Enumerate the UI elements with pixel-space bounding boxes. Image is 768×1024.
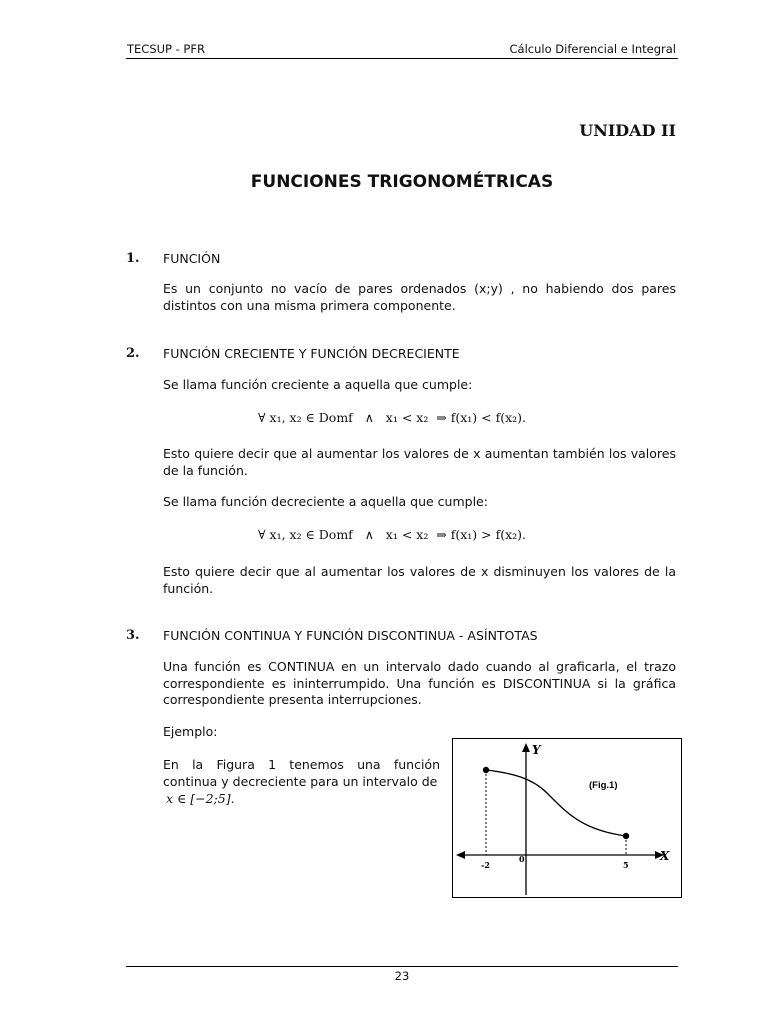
increasing-explanation: Esto quiere decir que al aumentar los valores de x aumentan también los valores de la función. (163, 446, 676, 478)
interval-formula: x ∈ [−2;5]. (166, 791, 235, 806)
section-1-paragraph: Es un conjunto no vacío de pares ordenados (x;y) , no habiendo dos pares distintos con una misma primera componente. (163, 281, 676, 313)
decreasing-formula: ∀ x₁, x₂ ∈ Domf ∧ x₁ < x₂ ⇒ f(x₁) > f(x₂). (258, 527, 527, 542)
section-2-heading: FUNCIÓN CRECIENTE Y FUNCIÓN DECRECIENTE (163, 346, 460, 361)
figure-caption: (Fig.1) (589, 780, 618, 791)
section-1-number: 1. (126, 251, 140, 266)
tick-label-minus-2: -2 (481, 860, 490, 870)
example-paragraph: En la Figura 1 tenemos una función continua y decreciente para un intervalo de (163, 757, 440, 789)
section-3-heading: FUNCIÓN CONTINUA Y FUNCIÓN DISCONTINUA - ASÍNTOTAS (163, 628, 538, 643)
tick-label-origin: 0 (519, 854, 525, 864)
continuity-paragraph: Una función es CONTINUA en un intervalo dado cuando al graficarla, el trazo correspondiente es ininterrumpido. Una función es DISCONTINUA si la gráfica correspondiente presenta interrupciones. (163, 659, 676, 707)
x-axis-label: X (660, 849, 670, 863)
y-axis-arrow (522, 743, 530, 752)
section-3-number: 3. (126, 628, 140, 643)
y-axis-label: Y (532, 743, 541, 757)
example-label: Ejemplo: (163, 724, 218, 739)
decreasing-explanation: Esto quiere decir que al aumentar los valores de x disminuyen los valores de la función. (163, 564, 676, 596)
figure-frame (453, 739, 682, 898)
unit-label: UNIDAD II (579, 121, 676, 140)
curve-end-point (623, 833, 629, 839)
figure-1 (452, 738, 682, 898)
curve-start-point (483, 767, 489, 773)
header-left: TECSUP - PFR (127, 42, 205, 56)
increasing-intro: Se llama función creciente a aquella que cumple: (163, 377, 473, 392)
tick-label-5: 5 (623, 860, 629, 870)
page-title: FUNCIONES TRIGONOMÉTRICAS (250, 172, 554, 192)
header-rule (126, 58, 678, 59)
header-right: Cálculo Diferencial e Integral (509, 42, 676, 56)
footer-rule (126, 966, 678, 967)
increasing-formula: ∀ x₁, x₂ ∈ Domf ∧ x₁ < x₂ ⇒ f(x₁) < f(x₂). (258, 410, 527, 425)
section-1-heading: FUNCIÓN (163, 251, 221, 266)
page-number: 23 (394, 969, 410, 983)
section-2-number: 2. (126, 346, 140, 361)
x-axis-arrow-left (456, 851, 465, 859)
decreasing-intro: Se llama función decreciente a aquella que cumple: (163, 494, 488, 509)
